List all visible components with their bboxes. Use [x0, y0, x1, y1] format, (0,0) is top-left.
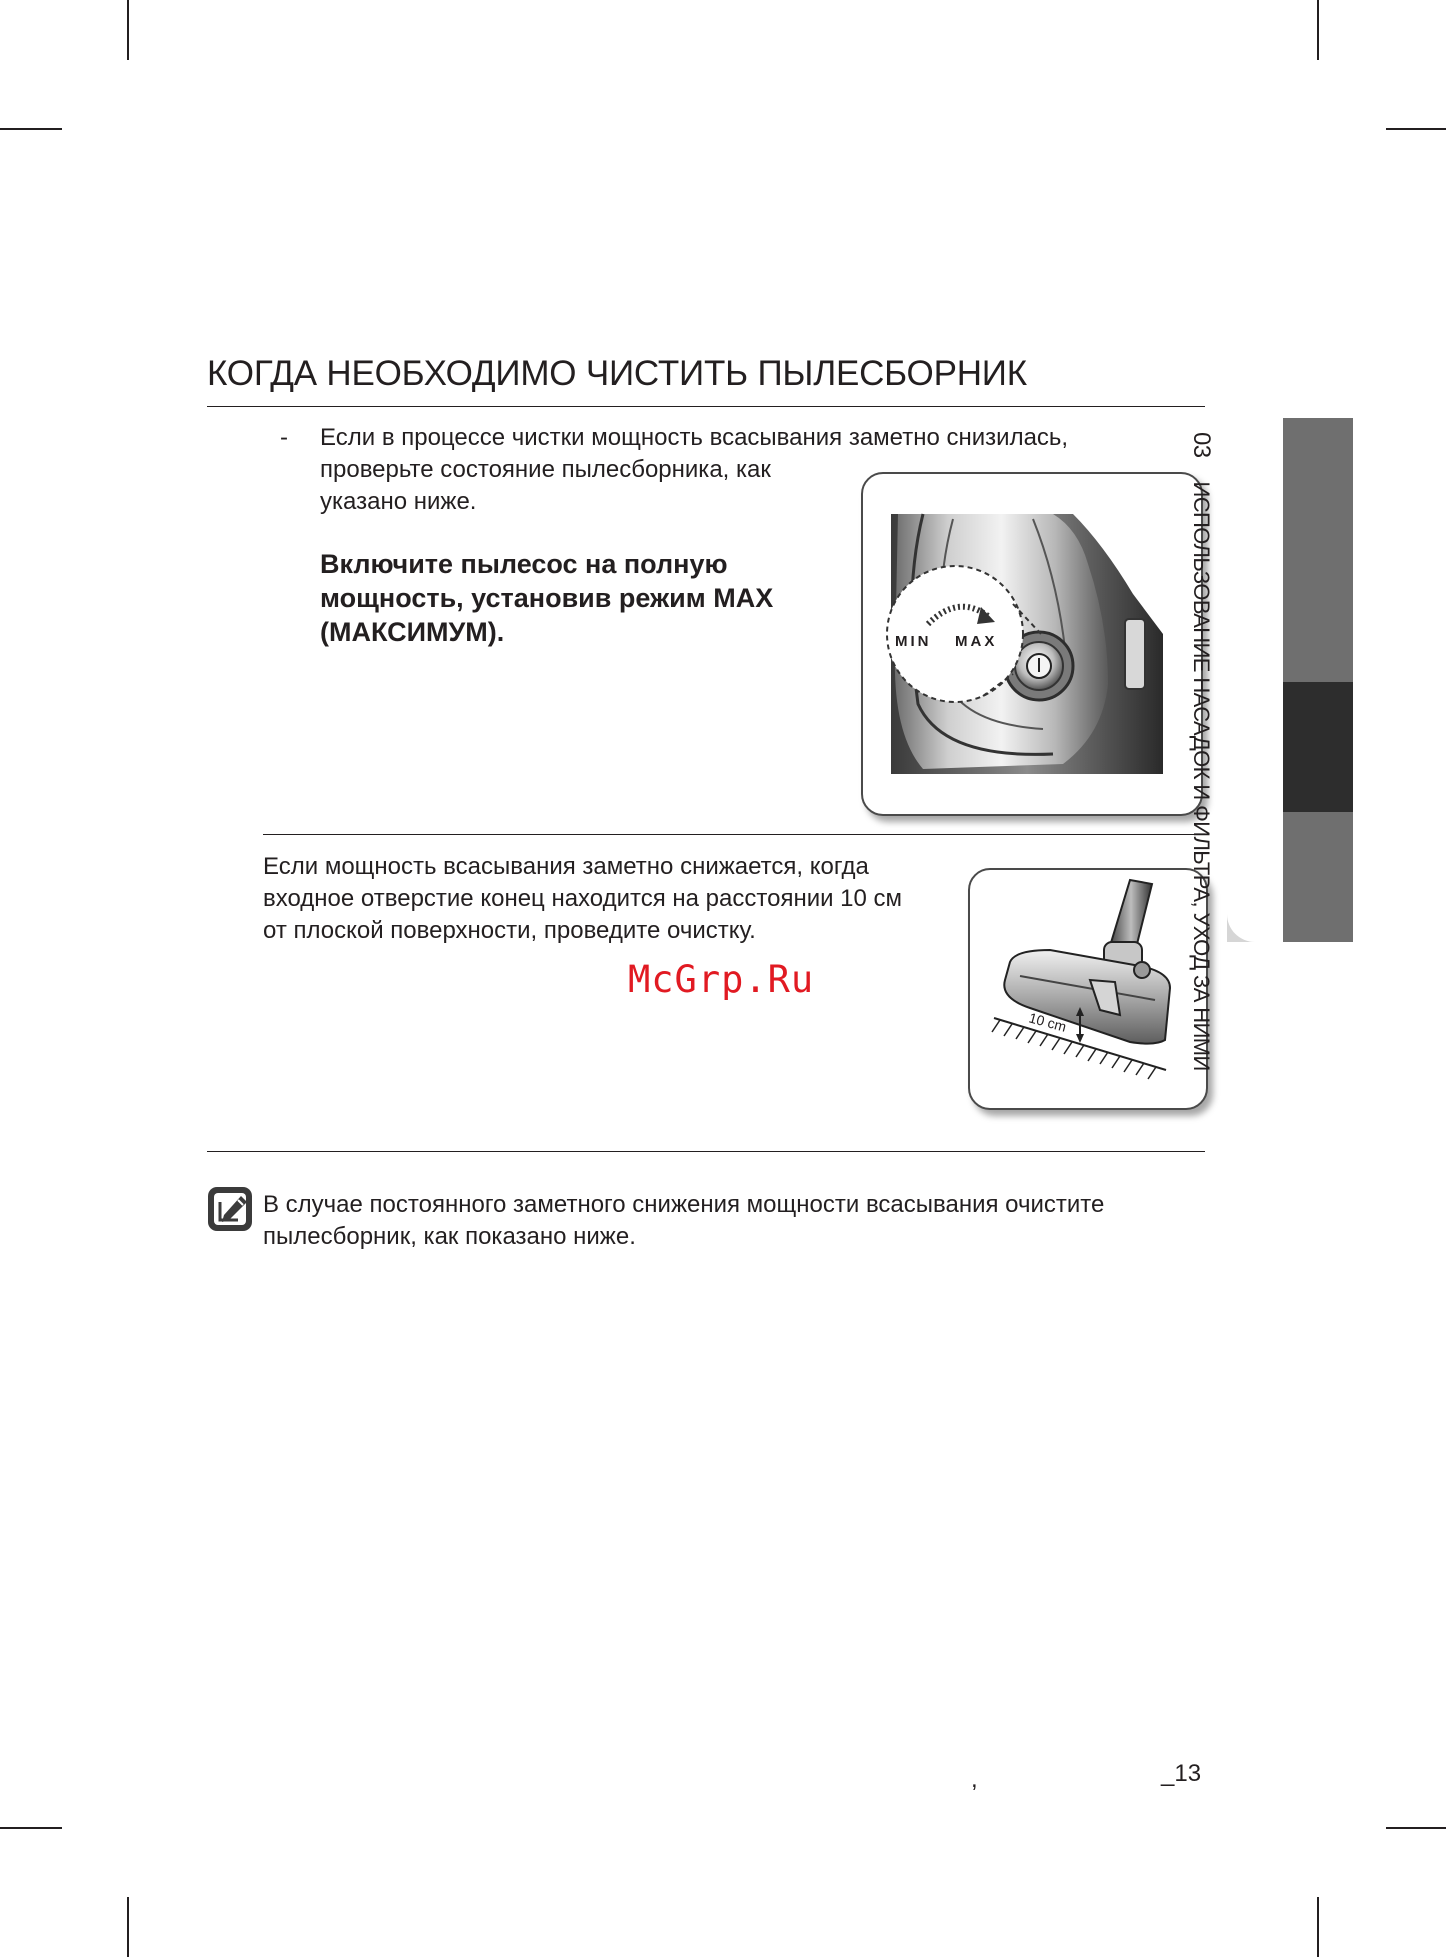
section-divider — [207, 1151, 1205, 1152]
side-tab — [1227, 418, 1353, 942]
footer-comma: , — [971, 1766, 978, 1793]
instruction-line-2: мощность, установив режим MAX — [320, 583, 774, 613]
chapter-title: ИСПОЛЬЗОВАНИЕ НАСАДОК И ФИЛЬТРА, УХОД ЗА НИМИ — [1189, 481, 1214, 1071]
crop-mark — [1386, 128, 1446, 130]
section1-line-2: проверьте состояние пылесборника, как — [320, 456, 771, 483]
crop-mark — [127, 1897, 129, 1957]
side-tab-label-panel — [1227, 418, 1283, 942]
crop-mark — [0, 128, 62, 130]
floor-nozzle-illustration — [970, 870, 1206, 1108]
section2-line-1: Если мощность всасывания заметно снижается, когда — [263, 853, 869, 880]
note-pencil-icon — [207, 1186, 253, 1232]
distance-label: 10 cm — [1027, 1009, 1069, 1035]
note-line-1: В случае постоянного заметного снижения мощности всасывания очистите — [263, 1191, 1105, 1218]
section2-line-3: от плоской поверхности, проведите очистку. — [263, 917, 756, 944]
dial-min-label: MIN — [895, 633, 932, 650]
title-divider — [207, 406, 1205, 407]
chapter-number: 03 — [1188, 432, 1215, 458]
note-line-2: пылесборник, как показано ниже. — [263, 1223, 636, 1250]
vacuum-body-illustration — [863, 474, 1201, 814]
figure-nozzle-distance — [968, 868, 1208, 1110]
page-title: КОГДА НЕОБХОДИМО ЧИСТИТЬ ПЫЛЕСБОРНИК — [207, 354, 1027, 393]
side-tab-strip — [1283, 418, 1353, 942]
section2-line-2: входное отверстие конец находится на расстоянии 10 см — [263, 885, 903, 912]
crop-mark — [1317, 1897, 1319, 1957]
instruction-line-3: (МАКСИМУМ). — [320, 617, 505, 647]
section1-line-3: указано ниже. — [320, 488, 477, 515]
page-number: _13 — [1161, 1760, 1202, 1787]
section1-line-1: Если в процессе чистки мощность всасывания заметно снизилась, — [320, 424, 1069, 451]
crop-mark — [1317, 0, 1319, 60]
side-tab-label — [1181, 432, 1221, 1071]
crop-mark — [127, 0, 129, 60]
list-dash: - — [280, 424, 288, 451]
side-tab-active-marker — [1283, 682, 1353, 812]
watermark: McGrp.Ru — [628, 958, 815, 1001]
instruction-line-1: Включите пылесос на полную — [320, 549, 728, 579]
dial-max-label: MAX — [955, 633, 998, 650]
crop-mark — [0, 1827, 62, 1829]
crop-mark — [1386, 1827, 1446, 1829]
figure-power-dial — [861, 472, 1203, 816]
section-divider — [263, 834, 1205, 835]
